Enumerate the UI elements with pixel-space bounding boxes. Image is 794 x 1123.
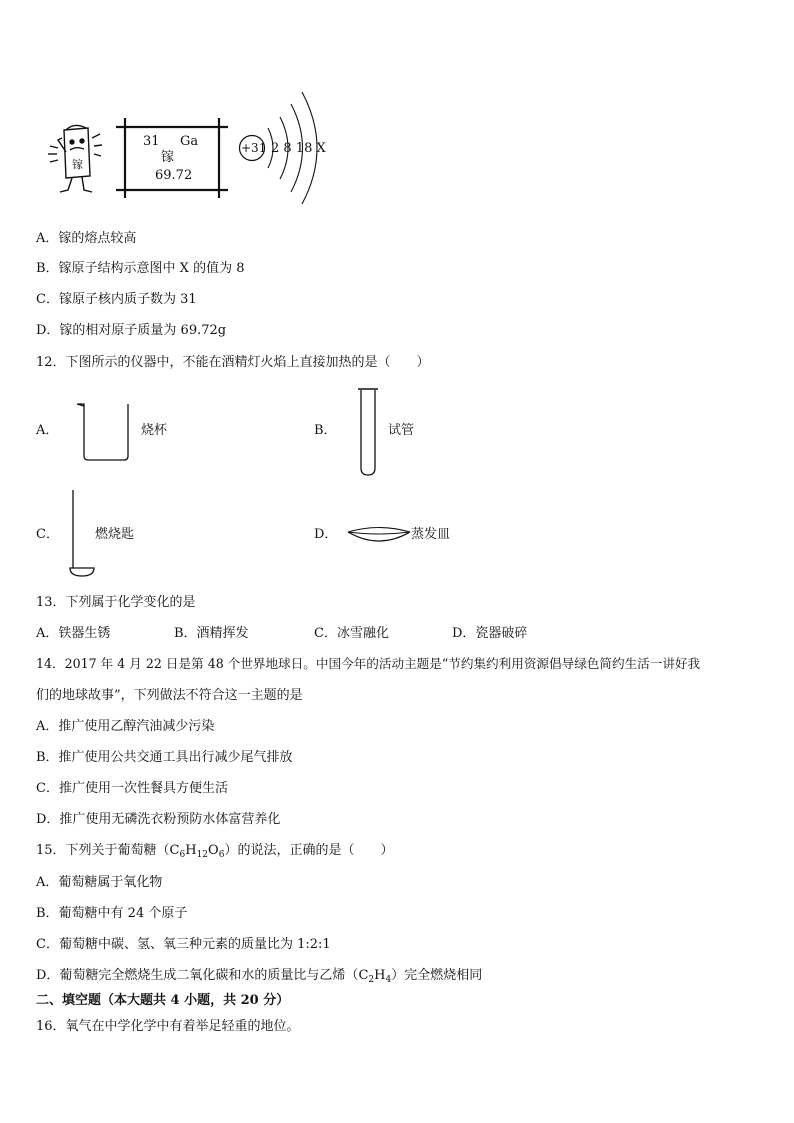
q15-option-d [36,968,483,985]
q15-option-b: B．葡萄糖中有 24 个原子 [36,906,188,921]
ethylene-h: H [374,968,386,983]
q11-option-a: A．镓的熔点较高 [36,231,137,246]
formula-c: C [169,843,180,858]
q14-option-c: C．推广使用一次性餐具方便生活 [36,781,228,796]
q12-option-b-name: 试管 [388,423,415,438]
test-tube-icon [356,386,382,478]
q13-option-a: A．铁器生锈 [36,626,111,641]
formula-c-sub: 6 [179,850,186,860]
glucose-formula [170,843,225,858]
q13-stem: 13．下列属于化学变化的是 [36,595,196,610]
atomic-structure-diagram [238,84,338,210]
q15-stem-prefix: 15．下列关于葡萄糖（ [36,843,170,858]
q16-stem: 16．氧气在中学化学中有着举足轻重的地位。 [36,1019,300,1034]
q12-option-b-letter: B． [314,423,337,438]
mascot-label: 镓 [72,158,83,171]
evaporating-dish-icon [346,524,412,550]
q12-option-a-letter: A． [36,423,59,438]
q15-stem [36,843,394,860]
q12-option-d-letter: D． [314,527,338,542]
ethylene-c: C [358,968,369,983]
q14-option-a: A．推广使用乙醇汽油减少污染 [36,719,215,734]
q13-option-b: B．酒精挥发 [174,626,249,641]
section-2-heading: 二、填空题（本大题共 4 小题，共 20 分） [36,993,290,1008]
q14-option-b: B．推广使用公共交通工具出行减少尾气排放 [36,750,293,765]
q15-option-d-prefix: D．葡萄糖完全燃烧生成二氧化碳和水的质量比与乙烯（ [36,968,359,983]
q15-stem-suffix: ）的说法，正确的是（ ） [224,843,394,858]
q12-option-d-name: 蒸发皿 [411,527,451,542]
beaker-icon [76,400,136,466]
gallium-mascot-figure [44,118,106,198]
q12-option-c-letter: C． [36,527,59,542]
q13-option-d: D．瓷器破碎 [452,626,528,641]
q11-option-d: D．镓的相对原子质量为 69.72g [36,323,227,338]
q15-option-c: C．葡萄糖中碳、氢、氧三种元素的质量比为 1:2:1 [36,937,331,952]
ethylene-formula [358,968,391,983]
combustion-spoon-icon [68,488,98,580]
q14-stem-line1: 14．2017 年 4 月 22 日是第 48 个世界地球日。中国今年的活动主题是“节约集约利用资源倡导绿色简约生活一讲好我 [36,656,701,671]
q15-option-d-suffix: ）完全燃烧相同 [391,968,483,983]
q11-option-c: C．镓原子核内质子数为 31 [36,292,197,307]
q14-stem-line2: 们的地球故事”，下列做法不符合这一主题的是 [36,688,303,703]
formula-o: O [208,843,219,858]
electron-shells: 2 8 18 X [271,141,326,156]
element-name: 镓 [161,150,175,165]
q12-stem: 12．下图所示的仪器中，不能在酒精灯火焰上直接加热的是（ ） [36,355,430,370]
formula-o-sub: 6 [218,850,225,860]
nucleus-charge: +31 [241,141,267,155]
atomic-number: 31 [143,134,160,149]
ethylene-c-sub: 2 [368,975,375,985]
q13-option-c: C．冰雪融化 [314,626,389,641]
element-symbol: Ga [180,134,199,149]
atomic-mass: 69.72 [155,168,193,183]
q11-option-b: B．镓原子结构示意图中 X 的值为 8 [36,261,245,276]
formula-h: H [185,843,197,858]
element-card [116,118,228,198]
q14-option-d: D．推广使用无磷洗衣粉预防水体富营养化 [36,812,281,827]
q12-option-c-name: 燃烧匙 [95,527,135,542]
q12-option-a-name: 烧杯 [141,423,168,438]
q15-option-a: A．葡萄糖属于氧化物 [36,875,163,890]
formula-h-sub: 12 [196,850,209,860]
ethylene-h-sub: 4 [385,975,392,985]
